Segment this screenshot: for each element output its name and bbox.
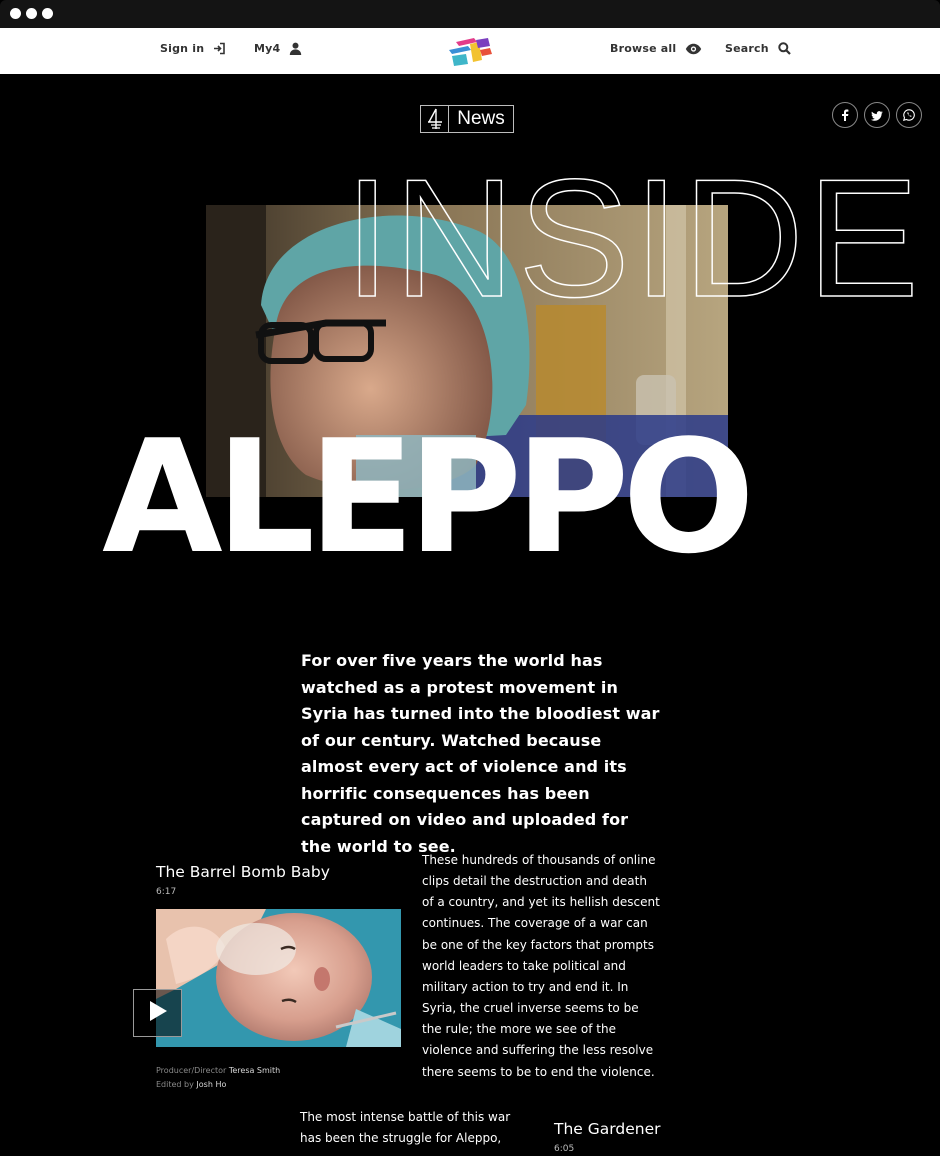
video-title[interactable]: The Gardener: [554, 1120, 661, 1138]
video-thumbnail[interactable]: [156, 909, 401, 1047]
article-paragraph: These hundreds of thousands of online clips detail the destruction and death of a country, and yet its hellish descent continues. The coverage of a war can be one of the key factors that prompts world leaders to take political and military action to try and end it. In Syria, the cruel inverse seems to be the rule; the more we see of the violence and suffering the less resolve there seems to be to end the violence.: [422, 853, 660, 1079]
window-titlebar: [0, 0, 940, 28]
my4-link[interactable]: [254, 42, 302, 55]
twitter-icon: [871, 106, 883, 125]
browse-all-link[interactable]: [610, 42, 702, 55]
play-icon: [148, 1000, 168, 1026]
search-link[interactable]: [725, 42, 791, 55]
video-duration: 6:05: [554, 1144, 575, 1154]
twitter-share-button[interactable]: [864, 102, 890, 128]
top-navigation: [0, 28, 940, 74]
hero-title-solid: ALEPPO: [102, 406, 748, 588]
producer-credit-name: Teresa Smith: [228, 1066, 281, 1075]
sign-in-icon: [213, 42, 226, 55]
eye-icon: [685, 43, 702, 55]
play-button[interactable]: [133, 989, 182, 1037]
my4-label: My4: [254, 42, 281, 55]
editor-credit-name: Josh Ho: [196, 1080, 227, 1089]
facebook-icon: [841, 106, 849, 125]
channel4-news-brand[interactable]: [420, 105, 514, 133]
window-dot-3: [42, 8, 53, 19]
channel4-icon: [421, 106, 449, 132]
article-intro: For over five years the world has watched as a protest movement in Syria has turned into the bloodiest war of our century. Watched because almost every act of violence and its horrific consequences has been captured on video and uploaded for the world to see.: [301, 651, 660, 856]
article-paragraph: The most intense battle of this war has been the struggle for Aleppo,: [300, 1110, 511, 1146]
hero-title-outline: INSIDE: [344, 144, 923, 332]
whatsapp-icon: [903, 106, 915, 125]
producer-credit: [156, 1066, 280, 1075]
sign-in-label: Sign in: [160, 42, 205, 55]
producer-credit-label: Producer/Director: [156, 1066, 227, 1075]
editor-credit: [156, 1080, 226, 1089]
editor-credit-label: Edited by: [156, 1080, 194, 1089]
window-dot-1: [10, 8, 21, 19]
brand-label: News: [457, 108, 505, 129]
article-page: [0, 74, 940, 1156]
search-icon: [778, 42, 791, 55]
facebook-share-button[interactable]: [832, 102, 858, 128]
window-dot-2: [26, 8, 37, 19]
browse-all-label: Browse all: [610, 42, 677, 55]
search-label: Search: [725, 42, 769, 55]
user-icon: [289, 42, 302, 55]
video-duration: 6:17: [156, 887, 177, 897]
channel4-logo-icon[interactable]: [446, 36, 494, 68]
video-title[interactable]: The Barrel Bomb Baby: [156, 863, 330, 881]
sign-in-link[interactable]: [160, 42, 226, 55]
whatsapp-share-button[interactable]: [896, 102, 922, 128]
